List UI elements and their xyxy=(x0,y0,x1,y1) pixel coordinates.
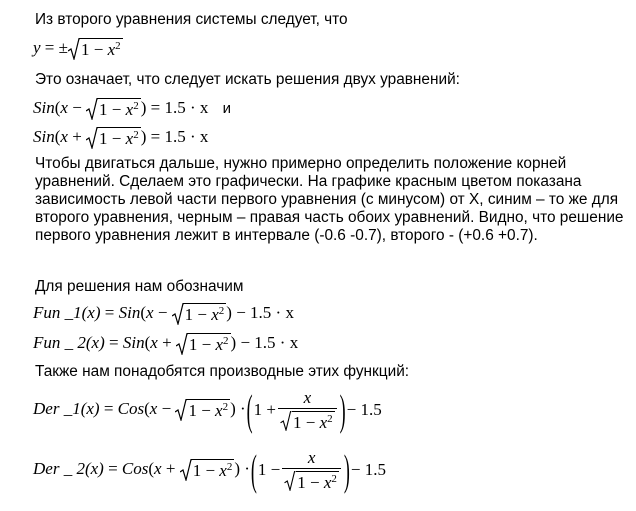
denote-line: Для решения нам обозначим xyxy=(35,278,244,295)
sqrt: $1 - x^2$ xyxy=(86,127,141,149)
radical-icon xyxy=(175,399,187,421)
sqrt: $1 - x^2$ xyxy=(180,459,235,481)
plus-minus: ± xyxy=(58,38,68,57)
derivatives-line: Также нам понадобятся производные этих функций: xyxy=(35,363,410,380)
radical-icon xyxy=(176,333,188,355)
sqrt: $1 - x^2$ xyxy=(68,38,123,60)
formula-der-2: Der _ 2(x) = Cos(x + $1 - x^2$ ) · ( 1 − $\frac{x}{1 - x^2}$ ) − 1.5 xyxy=(33,446,386,494)
formula-der-1: Der _1(x) = Cos(x − $1 - x^2$ ) · ( 1 + $\frac{x}{1 - x^2}$ ) − 1.5 xyxy=(33,386,382,434)
radical-icon xyxy=(280,411,292,431)
radical-icon xyxy=(172,303,184,325)
formula-fun-2: Fun _ 2(x) = Sin(x + $1 - x^2$ ) − 1.5 · x xyxy=(33,333,299,355)
formula-sin-1: Sin(x − $1 - x^2$ ) = 1.5 · x и xyxy=(33,98,231,120)
formula-y xyxy=(33,38,123,60)
formula-fun-1: Fun _1(x) = Sin(x − $1 - x^2$ ) − 1.5 · x xyxy=(33,303,294,325)
radical-icon xyxy=(284,471,296,491)
var-y: y xyxy=(33,38,41,57)
fraction: $\frac{x}{1 - x^2}$ xyxy=(278,388,337,432)
intro-line: Из второго уравнения системы следует, что xyxy=(35,11,348,28)
sqrt: $1 - x^2$ xyxy=(175,399,230,421)
sqrt: $1 - x^2$ xyxy=(86,98,141,120)
fraction: $\frac{x}{1 - x^2}$ xyxy=(282,448,341,492)
eq-sign: = xyxy=(44,38,55,57)
radical-icon xyxy=(86,127,98,149)
formula-sin-2: Sin(x + $1 - x^2$ ) = 1.5 · x xyxy=(33,127,209,149)
radical-icon xyxy=(68,38,80,60)
and-word: и xyxy=(222,100,231,117)
two-equations-line: Это означает, что следует искать решения двух уравнений: xyxy=(35,71,460,88)
explanation-paragraph: Чтобы двигаться дальше, нужно примерно определить положение корней уравнений. Сделаем это графически. На графике красным цветом показана зависимость левой части первого уравнения (с минусом) от X, синим – то же для второго уравнения, черным – правая часть обоих уравнений. Видно, что решение первого уравнения лежит в интервале (-0.6 -0.7), второго - (+0.6 +0.7). xyxy=(35,155,624,244)
radical-icon xyxy=(86,98,98,120)
sqrt: $1 - x^2$ xyxy=(176,333,231,355)
radical-icon xyxy=(180,459,192,481)
sqrt: $1 - x^2$ xyxy=(172,303,227,325)
